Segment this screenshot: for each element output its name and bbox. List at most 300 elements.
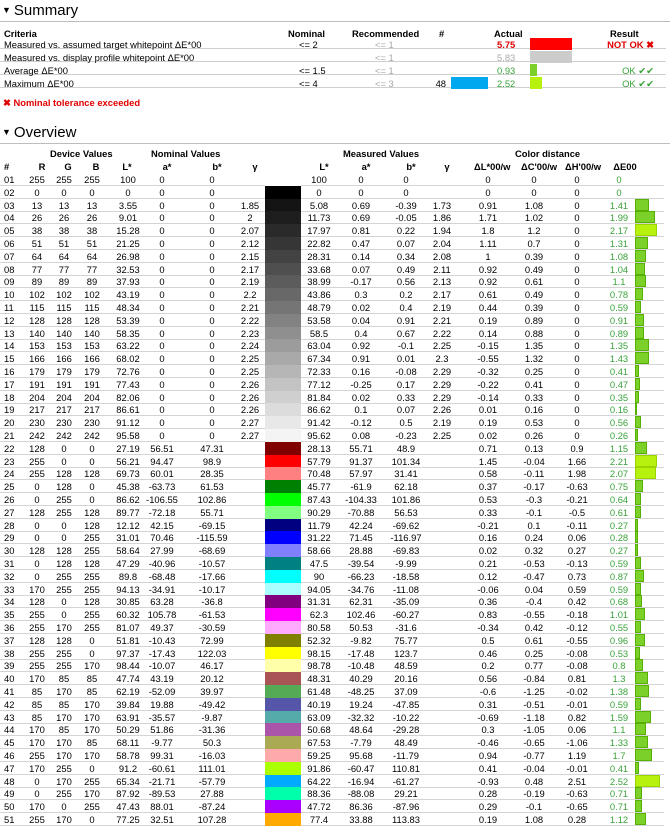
color-swatch xyxy=(265,672,301,685)
table-cell: 62.3 xyxy=(309,609,329,621)
table-cell: 27.88 xyxy=(200,788,224,800)
table-cell: 170 xyxy=(56,814,72,825)
table-cell: 0.49 xyxy=(524,263,544,275)
table-cell: 43 xyxy=(4,711,15,723)
table-cell: 63.04 xyxy=(307,340,331,352)
delta-e-bar xyxy=(635,531,638,543)
table-cell: 0.01 xyxy=(396,353,416,365)
delta-e-bar xyxy=(635,250,646,262)
table-cell: 0 xyxy=(574,327,580,339)
recommended-value: <= 1 xyxy=(375,39,394,50)
table-cell: 0 xyxy=(159,186,165,198)
table-cell: -10.07 xyxy=(148,660,176,672)
delta-e-bar xyxy=(635,736,648,748)
table-cell: 0 xyxy=(574,404,580,416)
table-cell: 13 xyxy=(86,199,98,211)
table-cell: 51.86 xyxy=(150,724,174,736)
table-cell: 0.67 xyxy=(396,327,416,339)
table-cell: -34.91 xyxy=(148,583,176,595)
table-cell: 85 xyxy=(86,673,98,685)
table-cell: 0 xyxy=(209,391,215,403)
recommended-header: Recommended xyxy=(352,28,420,39)
table-cell: 0.8 xyxy=(612,660,626,672)
column-header: ΔE00 xyxy=(613,161,637,172)
table-cell: 0 xyxy=(616,174,622,185)
table-cell: 0 xyxy=(209,302,215,313)
overview-heading[interactable]: ▼ Overview xyxy=(2,124,77,141)
column-header: ΔH'00/w xyxy=(565,161,602,172)
table-cell: 35 xyxy=(4,609,15,621)
table-cell: 128 xyxy=(29,506,45,518)
table-cell: 242 xyxy=(56,430,72,441)
table-cell: -21.71 xyxy=(148,775,176,787)
actual-bar xyxy=(530,51,572,63)
table-cell: 153 xyxy=(56,340,72,352)
table-cell: 45 xyxy=(4,737,15,749)
table-cell: 28.35 xyxy=(200,468,224,480)
table-row xyxy=(0,749,664,762)
table-cell: 1.31 xyxy=(609,238,629,249)
table-cell: 0 xyxy=(209,186,215,198)
table-cell: 0 xyxy=(574,199,580,211)
table-cell: 1.08 xyxy=(524,814,544,825)
table-cell: 0.28 xyxy=(609,532,629,544)
table-cell: 0 xyxy=(34,481,40,493)
table-cell: 0.55 xyxy=(609,622,629,633)
table-cell: 33.88 xyxy=(349,814,373,825)
table-cell: 0.07 xyxy=(396,238,416,249)
table-cell: 255 xyxy=(84,622,100,633)
table-row xyxy=(0,723,664,736)
table-cell: -18.58 xyxy=(392,570,420,582)
column-header: ΔL*00/w xyxy=(474,161,511,172)
table-cell: 31.01 xyxy=(116,532,140,544)
color-swatch xyxy=(265,634,301,647)
table-cell: 0.16 xyxy=(478,532,498,544)
table-cell: 53.58 xyxy=(307,314,331,326)
table-cell: 128 xyxy=(84,558,100,569)
table-cell: 0 xyxy=(34,519,40,531)
delta-e-bar xyxy=(635,672,648,684)
table-cell: 255 xyxy=(84,174,100,185)
table-cell: 0.21 xyxy=(478,558,498,569)
table-cell: 94.05 xyxy=(307,583,331,595)
table-cell: 30.85 xyxy=(116,596,140,608)
table-cell: 1.38 xyxy=(609,686,629,697)
actual-value: 5.75 xyxy=(497,39,516,50)
table-cell: 47.74 xyxy=(116,673,140,685)
table-cell: -31.6 xyxy=(395,622,417,633)
table-cell: 31 xyxy=(4,558,15,569)
table-row xyxy=(0,775,664,788)
table-row xyxy=(0,365,664,378)
table-cell: 40.19 xyxy=(307,698,331,710)
table-cell: -0.21 xyxy=(477,519,499,531)
table-cell: 31.41 xyxy=(394,468,418,480)
color-swatch xyxy=(265,736,301,749)
table-cell: 0 xyxy=(574,289,580,301)
collapse-triangle-icon[interactable]: ▼ xyxy=(2,127,11,137)
table-cell: -87.24 xyxy=(198,801,226,813)
color-swatch xyxy=(265,263,301,276)
color-swatch xyxy=(265,685,301,698)
delta-e-bar xyxy=(635,301,641,313)
table-cell: 0 xyxy=(159,366,165,377)
table-cell: 2.3 xyxy=(435,353,449,365)
table-cell: 98.15 xyxy=(307,647,331,659)
table-cell: 0.36 xyxy=(478,596,498,608)
delta-e-bar xyxy=(635,391,639,403)
table-cell: 81.07 xyxy=(116,622,140,633)
table-cell: 32 xyxy=(4,570,15,582)
table-cell: 48.9 xyxy=(396,442,416,454)
table-cell: 0.81 xyxy=(567,673,587,685)
table-cell: 0 xyxy=(531,186,537,198)
table-cell: 2.52 xyxy=(609,775,629,787)
table-cell: 170 xyxy=(84,660,100,672)
summary-heading[interactable]: ▼ Summary xyxy=(2,2,79,19)
table-cell: 0.53 xyxy=(609,647,629,659)
table-cell: 1.08 xyxy=(609,250,629,262)
table-cell: 0.37 xyxy=(478,481,498,493)
table-cell: -0.12 xyxy=(566,622,588,633)
table-cell: 1.98 xyxy=(567,468,587,480)
table-cell: 95.62 xyxy=(307,430,331,441)
table-cell: 0.59 xyxy=(567,583,587,595)
table-cell: 04 xyxy=(4,212,15,224)
table-cell: -11.79 xyxy=(393,750,419,761)
collapse-triangle-icon[interactable]: ▼ xyxy=(2,5,11,15)
delta-e-bar xyxy=(635,493,641,505)
table-cell: 58.35 xyxy=(116,327,140,339)
color-swatch xyxy=(265,339,301,352)
table-cell: 0.49 xyxy=(396,263,416,275)
table-row xyxy=(0,442,664,455)
table-cell: 0.92 xyxy=(478,276,498,288)
table-row xyxy=(0,403,664,416)
table-cell: 0 xyxy=(574,378,580,390)
column-header: γ xyxy=(252,161,258,172)
color-swatch xyxy=(265,275,301,288)
table-cell: 1.7 xyxy=(612,750,626,761)
table-cell: 0 xyxy=(209,366,215,377)
table-cell: 19.24 xyxy=(349,698,373,710)
table-cell: 0.3 xyxy=(354,289,368,301)
table-row xyxy=(0,711,664,724)
table-cell: -0.14 xyxy=(477,391,499,403)
table-cell: 45.77 xyxy=(307,481,331,493)
table-cell: 255 xyxy=(29,455,45,467)
table-cell: 0.88 xyxy=(524,327,544,339)
table-row xyxy=(0,352,664,365)
table-cell: 37.09 xyxy=(394,686,418,697)
table-cell: 191 xyxy=(84,378,100,390)
table-cell: -0.18 xyxy=(566,609,588,621)
table-cell: -66.23 xyxy=(347,570,375,582)
table-cell: 63.09 xyxy=(307,711,331,723)
color-swatch xyxy=(265,301,301,314)
table-cell: 51 xyxy=(4,814,15,825)
table-cell: 242 xyxy=(84,430,100,441)
table-cell: 13 xyxy=(4,327,15,339)
table-cell: 60.01 xyxy=(150,468,174,480)
recommended-value: <= 1 xyxy=(375,52,394,63)
table-cell: 255 xyxy=(84,801,100,813)
table-cell: -0.04 xyxy=(523,455,545,467)
table-cell: 20 xyxy=(4,417,15,429)
table-cell: 0.48 xyxy=(524,775,544,787)
table-cell: 0 xyxy=(531,174,537,185)
table-cell: 170 xyxy=(29,673,45,685)
table-cell: -10.17 xyxy=(198,583,226,595)
color-swatch xyxy=(265,493,301,506)
table-cell: 02 xyxy=(4,186,15,198)
table-cell: 0 xyxy=(209,174,215,185)
table-cell: 2.07 xyxy=(609,468,629,480)
table-cell: 0.53 xyxy=(524,417,544,429)
table-cell: 19.88 xyxy=(150,698,174,710)
table-cell: 88.36 xyxy=(307,788,331,800)
table-row xyxy=(0,762,664,775)
table-cell: 255 xyxy=(29,660,45,672)
table-cell: 204 xyxy=(84,391,100,403)
table-cell: 0.12 xyxy=(478,570,498,582)
table-cell: 58.5 xyxy=(309,327,329,339)
table-cell: 61.48 xyxy=(307,686,331,697)
table-row xyxy=(0,698,664,711)
table-cell: 86.62 xyxy=(116,494,140,505)
table-cell: 62.18 xyxy=(394,481,418,493)
table-cell: 0.61 xyxy=(524,276,544,288)
column-header: ΔC'00/w xyxy=(521,161,558,172)
table-cell: 0 xyxy=(358,174,364,185)
table-cell: 0.61 xyxy=(609,506,629,518)
table-cell: 56.51 xyxy=(150,442,174,454)
table-cell: 170 xyxy=(56,737,72,749)
table-row xyxy=(0,480,664,493)
table-cell: 85 xyxy=(58,724,70,736)
delta-e-bar xyxy=(635,544,638,556)
table-cell: 63.28 xyxy=(150,596,174,608)
table-cell: 2.25 xyxy=(240,353,260,365)
table-cell: -36.8 xyxy=(201,596,223,608)
table-cell: -0.12 xyxy=(350,417,372,429)
table-cell: 217 xyxy=(29,404,45,416)
table-cell: 0.27 xyxy=(567,545,587,557)
table-cell: -0.08 xyxy=(566,647,588,659)
table-cell: 0 xyxy=(61,455,67,467)
table-cell: 0 xyxy=(89,455,95,467)
nominal-header: Nominal xyxy=(288,28,325,39)
table-cell: 77.4 xyxy=(309,814,329,825)
table-cell: 1.66 xyxy=(567,455,587,467)
table-cell: -16.94 xyxy=(347,775,375,787)
table-cell: 51 xyxy=(86,238,98,249)
table-cell: -0.06 xyxy=(477,583,499,595)
table-cell: 2.2 xyxy=(243,289,257,301)
table-cell: 05 xyxy=(4,225,15,237)
table-cell: 140 xyxy=(84,327,100,339)
table-cell: 38 xyxy=(31,225,43,237)
table-cell: 87.43 xyxy=(307,494,331,505)
table-cell: 0.27 xyxy=(609,545,629,557)
table-cell: -0.51 xyxy=(523,698,545,710)
table-cell: -0.65 xyxy=(566,801,588,813)
table-cell: -31.36 xyxy=(198,724,226,736)
table-cell: -89.53 xyxy=(148,788,176,800)
table-cell: 0 xyxy=(209,263,215,275)
table-cell: 2.26 xyxy=(240,391,260,403)
table-cell: 13 xyxy=(31,199,43,211)
table-cell: 255 xyxy=(29,750,45,761)
table-cell: 44 xyxy=(4,724,15,736)
table-cell: 52.32 xyxy=(307,634,331,646)
delta-e-bar xyxy=(635,519,638,531)
recommended-value: <= 1 xyxy=(375,65,394,76)
table-row xyxy=(0,583,664,596)
table-cell: 0 xyxy=(159,430,165,441)
table-cell: 0.92 xyxy=(478,263,498,275)
delta-e-bar xyxy=(635,557,641,569)
table-cell: 0.29 xyxy=(478,801,498,813)
table-cell: 2.26 xyxy=(240,404,260,416)
table-row xyxy=(0,544,664,557)
table-cell: 128 xyxy=(29,314,45,326)
table-cell: 0.33 xyxy=(396,391,416,403)
nominal-value: <= 1.5 xyxy=(299,65,326,76)
table-cell: 170 xyxy=(84,788,100,800)
result-header: Result xyxy=(610,28,639,39)
color-swatch xyxy=(265,429,301,442)
table-cell: 0 xyxy=(403,186,409,198)
table-cell: 91.37 xyxy=(349,455,373,467)
table-cell: 85 xyxy=(86,737,98,749)
delta-e-bar xyxy=(635,327,644,339)
table-row xyxy=(0,608,664,621)
table-cell: 0.1 xyxy=(354,404,368,416)
table-cell: 0.47 xyxy=(351,238,371,249)
table-cell: -68.48 xyxy=(148,570,176,582)
table-cell: 17 xyxy=(4,378,15,390)
nominal-values-header: Nominal Values xyxy=(151,148,221,159)
table-cell: -0.53 xyxy=(523,558,545,569)
table-cell: 48.79 xyxy=(307,302,331,313)
table-cell: 128 xyxy=(56,634,72,646)
table-row xyxy=(0,787,664,800)
table-row xyxy=(0,570,664,583)
table-cell: 89 xyxy=(31,276,43,288)
table-cell: 128 xyxy=(84,314,100,326)
table-cell: -35.57 xyxy=(148,711,176,723)
table-cell: -0.25 xyxy=(350,378,372,390)
table-cell: 69.73 xyxy=(116,468,140,480)
table-cell: 0 xyxy=(159,378,165,390)
table-cell: 1.04 xyxy=(609,263,629,275)
table-cell: 2.15 xyxy=(240,250,260,262)
device-values-header: Device Values xyxy=(50,148,113,159)
table-cell: -0.1 xyxy=(525,506,543,518)
table-cell: 0 xyxy=(159,174,165,185)
table-cell: 48.64 xyxy=(349,724,373,736)
table-cell: -0.55 xyxy=(566,634,588,646)
recommended-value: <= 3 xyxy=(375,78,394,89)
table-cell: 2.29 xyxy=(432,378,452,390)
actual-bar xyxy=(530,77,542,89)
table-cell: 08 xyxy=(4,263,15,275)
table-cell: 0.58 xyxy=(478,468,498,480)
table-cell: 2.21 xyxy=(240,302,260,313)
delta-e-bar xyxy=(635,199,649,211)
table-cell: 255 xyxy=(56,660,72,672)
table-cell: 0 xyxy=(209,353,215,365)
delta-e-bar xyxy=(635,480,643,492)
table-cell: 0.16 xyxy=(609,404,629,416)
table-cell: -17.43 xyxy=(148,647,176,659)
table-cell: 40.29 xyxy=(349,673,373,685)
table-cell: 0.78 xyxy=(609,289,629,301)
color-swatch xyxy=(265,711,301,724)
table-cell: 2.12 xyxy=(240,238,260,249)
table-cell: 2.25 xyxy=(432,430,452,441)
table-cell: 0.02 xyxy=(351,302,371,313)
table-row xyxy=(0,736,664,749)
table-cell: 03 xyxy=(4,199,15,211)
table-cell: 0.4 xyxy=(354,327,368,339)
table-cell: -0.6 xyxy=(479,686,497,697)
table-cell: -57.79 xyxy=(198,775,226,787)
table-cell: -32.32 xyxy=(347,711,375,723)
table-cell: -0.05 xyxy=(395,212,417,224)
table-cell: 32.51 xyxy=(150,814,174,825)
table-cell: 255 xyxy=(84,609,100,621)
table-cell: 89 xyxy=(58,276,70,288)
table-cell: 0 xyxy=(358,186,364,198)
table-cell: 62.19 xyxy=(116,686,140,697)
table-cell: 0 xyxy=(574,225,580,237)
table-cell: 230 xyxy=(56,417,72,429)
table-cell: 0.89 xyxy=(609,327,629,339)
color-swatch xyxy=(265,467,301,480)
table-cell: -35.09 xyxy=(392,596,420,608)
table-cell: 0.56 xyxy=(609,417,629,429)
table-cell: 2.25 xyxy=(240,366,260,377)
table-cell: -116.97 xyxy=(390,532,422,544)
table-cell: -52.09 xyxy=(148,686,176,697)
table-cell: 0 xyxy=(209,378,215,390)
table-row xyxy=(0,301,664,314)
nominal-value: <= 4 xyxy=(299,78,318,89)
table-cell: 101.86 xyxy=(391,494,421,505)
delta-e-bar xyxy=(635,352,649,364)
table-cell: 2.08 xyxy=(432,250,452,262)
table-cell: 0.41 xyxy=(478,762,498,774)
table-cell: -9.99 xyxy=(395,558,417,569)
actual-bar xyxy=(530,64,537,76)
table-cell: 0.41 xyxy=(524,378,544,390)
table-cell: 0 xyxy=(159,302,165,313)
table-cell: 25 xyxy=(4,481,15,493)
table-cell: 0 xyxy=(209,314,215,326)
table-cell: 0 xyxy=(574,186,580,198)
table-cell: 1.94 xyxy=(432,225,452,237)
table-cell: -69.15 xyxy=(198,519,226,531)
table-cell: -10.22 xyxy=(392,711,420,723)
table-row xyxy=(0,391,664,404)
table-cell: 2.22 xyxy=(432,327,452,339)
criteria-header: Criteria xyxy=(4,28,37,39)
table-cell: 99.31 xyxy=(150,750,174,761)
table-cell: 45.38 xyxy=(116,481,140,493)
